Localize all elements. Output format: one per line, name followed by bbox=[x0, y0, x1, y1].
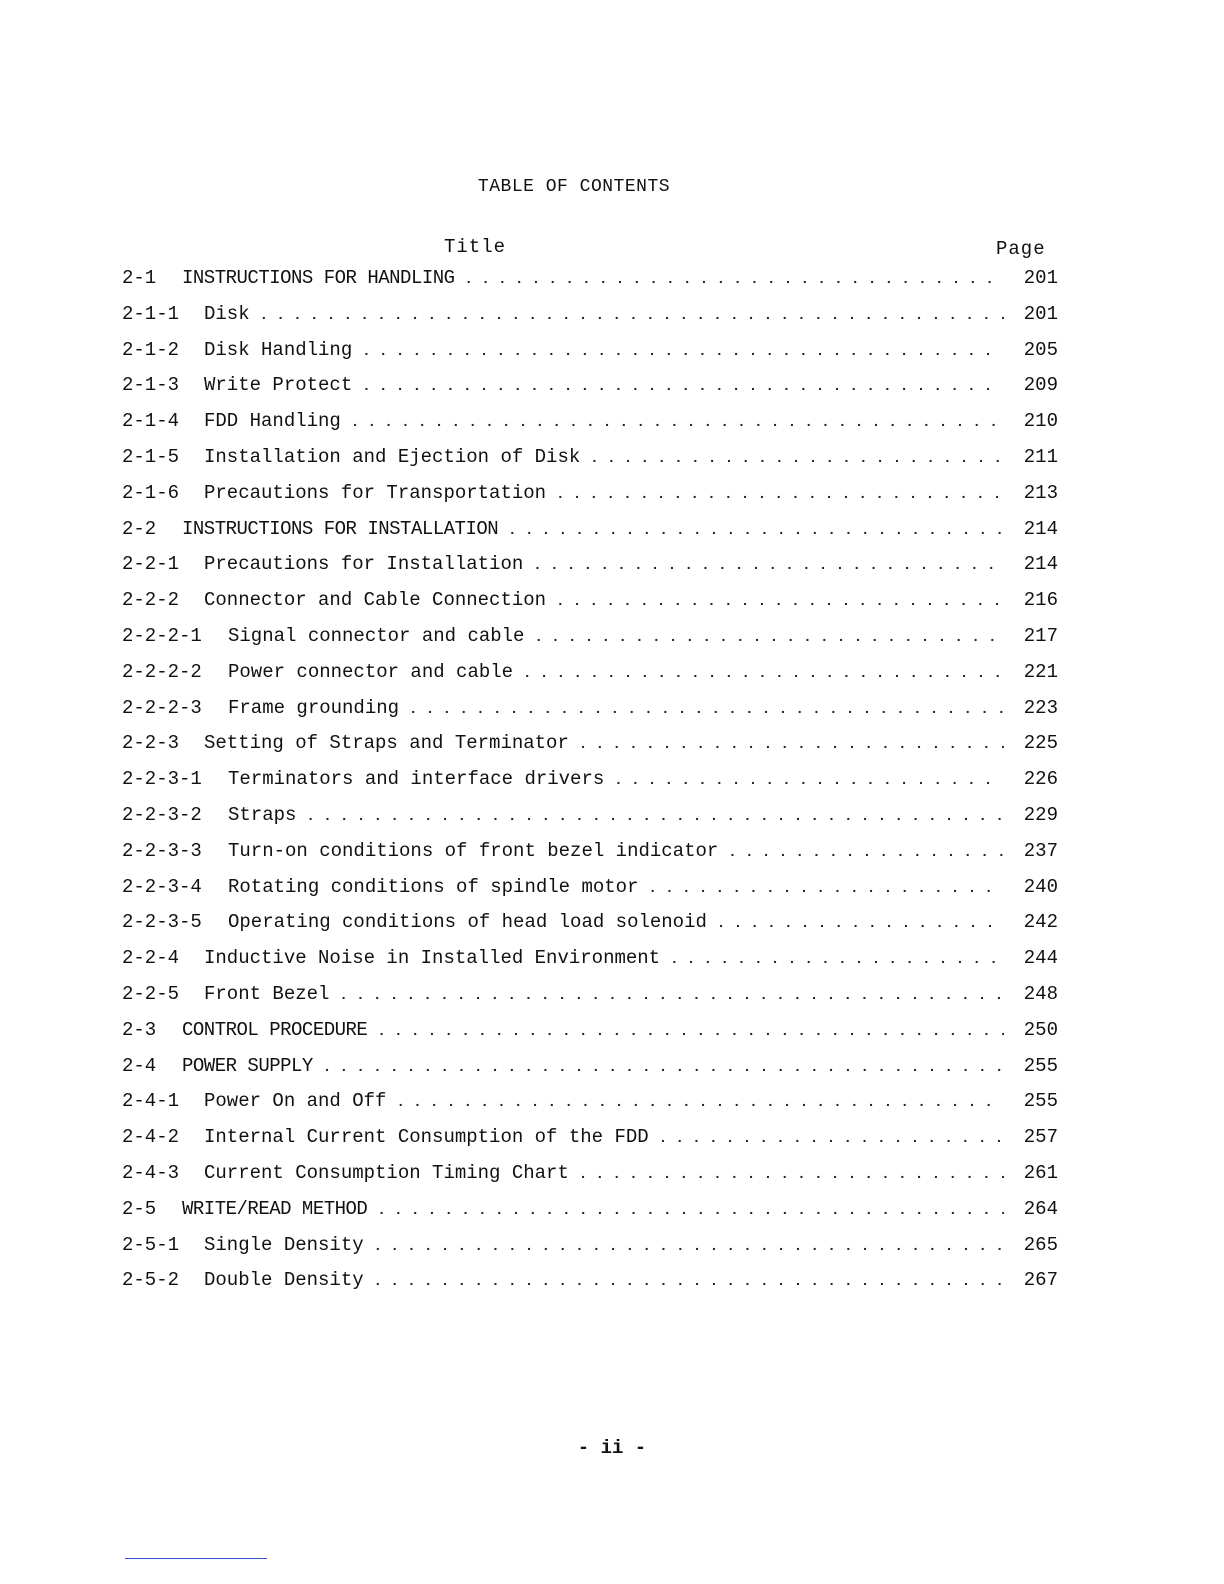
toc-entry[interactable] bbox=[122, 1198, 1058, 1234]
toc-entry-page: 257 bbox=[1023, 1126, 1058, 1149]
dot-leader bbox=[579, 1162, 1004, 1184]
toc-entry-title: POWER SUPPLY bbox=[182, 1054, 313, 1077]
dot-leader bbox=[556, 589, 1004, 611]
toc-entry[interactable] bbox=[122, 911, 1058, 947]
dot-leader bbox=[614, 768, 1004, 790]
toc-entry-title: Frame grounding bbox=[228, 696, 400, 719]
toc-entry-title: Power connector and cable bbox=[228, 660, 514, 683]
dot-leader bbox=[396, 1090, 1004, 1112]
toc-entry-page: 226 bbox=[1023, 768, 1058, 791]
toc-entry-title: Connector and Cable Connection bbox=[204, 589, 547, 612]
toc-entry[interactable] bbox=[122, 1234, 1058, 1270]
toc-entry-page: 242 bbox=[1023, 911, 1058, 934]
toc-entry-title: Disk Handling bbox=[204, 338, 353, 361]
toc-entry-page: 210 bbox=[1023, 410, 1058, 433]
dot-leader bbox=[670, 947, 1004, 969]
dot-leader bbox=[534, 625, 1004, 647]
toc-entry-title: Disk bbox=[204, 302, 250, 325]
toc-entry-title: Internal Current Consumption of the FDD bbox=[204, 1126, 649, 1149]
toc-entry-title: Precautions for Installation bbox=[204, 553, 524, 576]
column-header-title: Title bbox=[444, 236, 507, 258]
page-number-footer: - ii - bbox=[577, 1437, 647, 1459]
toc-entry[interactable] bbox=[122, 1269, 1058, 1305]
toc-entry-number: 2-2-5 bbox=[122, 982, 180, 1005]
toc-entry[interactable] bbox=[122, 804, 1058, 840]
toc-entry-number: 2-4 bbox=[122, 1054, 157, 1077]
toc-entry[interactable] bbox=[122, 768, 1058, 804]
toc-entry[interactable] bbox=[122, 876, 1058, 912]
toc-entry[interactable] bbox=[122, 339, 1058, 375]
dot-leader bbox=[377, 1198, 1004, 1220]
dot-leader bbox=[362, 374, 1004, 396]
toc-entry[interactable] bbox=[122, 840, 1058, 876]
toc-entry-number: 2-2-3-5 bbox=[122, 911, 202, 934]
toc-entry-page: 240 bbox=[1023, 875, 1058, 898]
column-header-page: Page bbox=[996, 238, 1046, 260]
toc-entry-title: Straps bbox=[228, 803, 297, 826]
toc-entry[interactable] bbox=[122, 446, 1058, 482]
dot-leader bbox=[362, 339, 1004, 361]
dot-leader bbox=[465, 267, 1004, 289]
toc-entry[interactable] bbox=[122, 374, 1058, 410]
toc-entry-number: 2-4-1 bbox=[122, 1090, 180, 1113]
dot-leader bbox=[374, 1234, 1004, 1256]
toc-entry-number: 2-2-1 bbox=[122, 553, 180, 576]
toc-entry-number: 2-2-4 bbox=[122, 947, 180, 970]
toc-entry-number: 2-2-2 bbox=[122, 589, 180, 612]
page-title: TABLE OF CONTENTS bbox=[477, 177, 671, 197]
toc-entry-title: Operating conditions of head load solenoid bbox=[228, 911, 707, 934]
toc-entry[interactable] bbox=[122, 661, 1058, 697]
toc-entry-title: Current Consumption Timing Chart bbox=[204, 1161, 569, 1184]
toc-entry-page: 265 bbox=[1023, 1233, 1058, 1256]
toc-entry-title: Setting of Straps and Terminator bbox=[204, 732, 569, 755]
toc-entry-page: 216 bbox=[1023, 589, 1058, 612]
toc-entry[interactable] bbox=[122, 947, 1058, 983]
toc-entry-page: 213 bbox=[1023, 481, 1058, 504]
toc-entry-title: Single Density bbox=[204, 1233, 364, 1256]
toc-entry-number: 2-2-3-1 bbox=[122, 768, 202, 791]
toc-entry-title: Terminators and interface drivers bbox=[228, 768, 605, 791]
toc-entry-number: 2-2-2-3 bbox=[122, 696, 202, 719]
toc-entry-title: Installation and Ejection of Disk bbox=[204, 445, 581, 468]
toc-entry-title: Front Bezel bbox=[204, 982, 330, 1005]
toc-entry-page: 267 bbox=[1023, 1269, 1058, 1292]
toc-entry-page: 201 bbox=[1023, 267, 1058, 289]
toc-entry-number: 2-1-5 bbox=[122, 445, 180, 468]
toc-entry[interactable] bbox=[122, 1162, 1058, 1198]
toc-entry-number: 2-2-3 bbox=[122, 732, 180, 755]
toc-entry-number: 2-3 bbox=[122, 1018, 157, 1041]
toc-entry-page: 250 bbox=[1023, 1018, 1058, 1041]
toc-entry-number: 2-2-3-3 bbox=[122, 839, 202, 862]
dot-leader bbox=[648, 876, 1004, 898]
dot-leader bbox=[523, 661, 1004, 683]
toc-entry-number: 2-1-2 bbox=[122, 338, 180, 361]
toc-entry[interactable] bbox=[122, 410, 1058, 446]
dot-leader bbox=[339, 983, 1004, 1005]
toc-entry-page: 229 bbox=[1023, 803, 1058, 826]
toc-entry[interactable] bbox=[122, 732, 1058, 768]
dot-leader bbox=[351, 410, 1004, 432]
toc-entry-title: INSTRUCTIONS FOR HANDLING bbox=[182, 267, 455, 289]
bottom-rule-divider bbox=[125, 1558, 267, 1559]
toc-entry-page: 209 bbox=[1023, 374, 1058, 397]
toc-entry-page: 214 bbox=[1023, 517, 1058, 540]
toc-entry[interactable] bbox=[122, 625, 1058, 661]
dot-leader bbox=[409, 697, 1004, 719]
toc-entry-number: 2-5 bbox=[122, 1197, 157, 1220]
toc-entry-number: 2-4-3 bbox=[122, 1161, 180, 1184]
toc-entry-page: 201 bbox=[1023, 302, 1058, 325]
dot-leader bbox=[260, 303, 1004, 325]
toc-entry-page: 248 bbox=[1023, 982, 1058, 1005]
dot-leader bbox=[508, 518, 1004, 540]
dot-leader bbox=[323, 1055, 1004, 1077]
toc-entry-number: 2-5-1 bbox=[122, 1233, 180, 1256]
toc-entry[interactable] bbox=[122, 1126, 1058, 1162]
toc-entry[interactable] bbox=[122, 518, 1058, 554]
toc-entry-number: 2-2-3-4 bbox=[122, 875, 202, 898]
toc-entry-number: 2-2-2-2 bbox=[122, 660, 202, 683]
toc-entry[interactable] bbox=[122, 553, 1058, 589]
toc-entry-number: 2-1 bbox=[122, 267, 157, 289]
toc-entry-number: 2-1-6 bbox=[122, 481, 180, 504]
toc-entry-number: 2-4-2 bbox=[122, 1126, 180, 1149]
toc-entry-number: 2-5-2 bbox=[122, 1269, 180, 1292]
dot-leader bbox=[590, 446, 1004, 468]
toc-entry-page: 255 bbox=[1023, 1090, 1058, 1113]
toc-entry-page: 237 bbox=[1023, 839, 1058, 862]
toc-entry-page: 244 bbox=[1023, 947, 1058, 970]
dot-leader bbox=[377, 1019, 1004, 1041]
toc-entry[interactable] bbox=[122, 267, 1058, 303]
toc-entry-number: 2-1-1 bbox=[122, 302, 180, 325]
toc-entry-title: Write Protect bbox=[204, 374, 353, 397]
toc-entry[interactable] bbox=[122, 1019, 1058, 1055]
toc-entry[interactable] bbox=[122, 303, 1058, 339]
toc-entry-page: 264 bbox=[1023, 1197, 1058, 1220]
toc-entry-page: 214 bbox=[1023, 553, 1058, 576]
toc-entry-title: Signal connector and cable bbox=[228, 624, 525, 647]
toc-entry-title: CONTROL PROCEDURE bbox=[182, 1018, 368, 1041]
toc-entry[interactable] bbox=[122, 1055, 1058, 1091]
toc-entry-title: INSTRUCTIONS FOR INSTALLATION bbox=[182, 517, 499, 540]
toc-entry-page: 217 bbox=[1023, 624, 1058, 647]
dot-leader bbox=[556, 482, 1004, 504]
toc-entry-page: 261 bbox=[1023, 1161, 1058, 1184]
toc-entry-page: 221 bbox=[1023, 660, 1058, 683]
dot-leader bbox=[659, 1126, 1004, 1148]
toc-entry[interactable] bbox=[122, 983, 1058, 1019]
dot-leader bbox=[374, 1269, 1004, 1291]
toc-entry-number: 2-1-3 bbox=[122, 374, 180, 397]
toc-entry-page: 211 bbox=[1023, 445, 1058, 468]
dot-leader bbox=[728, 840, 1004, 862]
dot-leader bbox=[533, 553, 1004, 575]
toc-entry-page: 223 bbox=[1023, 696, 1058, 719]
toc-entry-title: Precautions for Transportation bbox=[204, 481, 547, 504]
toc-entry[interactable] bbox=[122, 1090, 1058, 1126]
toc-entry-number: 2-2 bbox=[122, 517, 157, 540]
toc-entry-title: Rotating conditions of spindle motor bbox=[228, 875, 639, 898]
dot-leader bbox=[306, 804, 1004, 826]
toc-entry-page: 255 bbox=[1023, 1054, 1058, 1077]
toc-entry-number: 2-2-2-1 bbox=[122, 624, 202, 647]
toc-entry[interactable] bbox=[122, 482, 1058, 518]
dot-leader bbox=[579, 732, 1004, 754]
toc-entry-page: 205 bbox=[1023, 338, 1058, 361]
toc-entry[interactable] bbox=[122, 697, 1058, 733]
dot-leader bbox=[717, 911, 1004, 933]
toc-entry-page: 225 bbox=[1023, 732, 1058, 755]
toc-entry[interactable] bbox=[122, 589, 1058, 625]
toc-entry-number: 2-2-3-2 bbox=[122, 803, 202, 826]
toc-entry-number: 2-1-4 bbox=[122, 410, 180, 433]
toc-entry-title: Inductive Noise in Installed Environment bbox=[204, 947, 661, 970]
toc-entry-title: Power On and Off bbox=[204, 1090, 387, 1113]
table-of-contents bbox=[122, 267, 1058, 1305]
toc-entry-title: Turn-on conditions of front bezel indicator bbox=[228, 839, 719, 862]
toc-entry-title: WRITE/READ METHOD bbox=[182, 1197, 368, 1220]
toc-entry-title: Double Density bbox=[204, 1269, 364, 1292]
toc-entry-title: FDD Handling bbox=[204, 410, 341, 433]
